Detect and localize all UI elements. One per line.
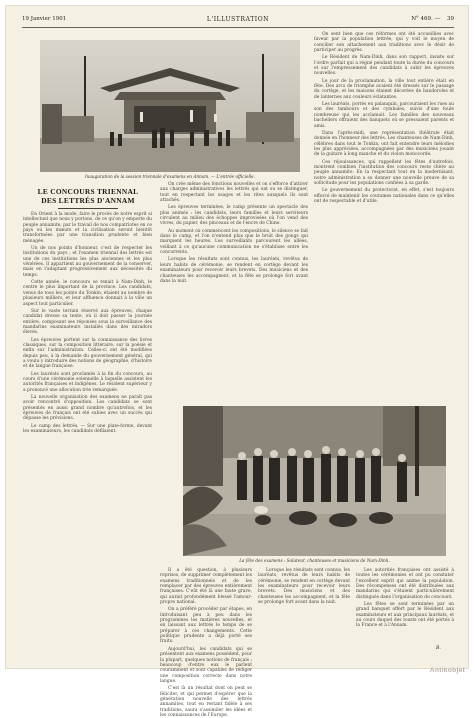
article-headline-line1: LE CONCOURS TRIENNAL (37, 187, 139, 196)
header-date: 19 Janvier 1901 (22, 16, 67, 22)
paragraph: Cette année, le concours se tenait à Nam-Dinh, le centre le plus important de la province. Les candidats, venus de tous les points du Tonkin, étaient au nombre de plusieurs milliers, et leur affluence donnait à la ville un aspect tout particulier. (23, 280, 152, 307)
article-column-5 (258, 568, 350, 652)
paragraph: Le Résident de Nam-Dinh, dans son rapport, insiste sur l'ordre parfait qui a régné pendant toute la durée du concours et sur l'empressement des candidats à subir les épreuves nouvelles. (314, 55, 454, 77)
paragraph: Les lauréats sont proclamés à la fin du concours, au cours d'une cérémonie solennelle à laquelle assistent les autorités françaises et indigènes. Le résident supérieur y a prononcé une allocution très remarquée. (23, 371, 152, 393)
article-column-3 (314, 32, 454, 400)
paragraph: On crée même des fonctions nouvelles et on s'efforce d'attirer aux charges administratives les lettrés qui ont su se distinguer, tout en respectant les usages et les rites auxquels ils sont attachés. (160, 182, 308, 204)
paragraph: Il a été question, à plusieurs reprises, de supprimer complètement les examens traditionnels et de les remplacer par des épreuves entièrement françaises. C'eût été là une faute grave, qui aurait profondément blessé l'amour-propre national. (160, 568, 252, 606)
paragraph: Les épreuves portent sur la connaissance des livres classiques, sur la composition littéraire, sur la poésie et enfin sur l'administration. Celles-ci ont été modifiées depuis peu, à la demande du gouvernement général, qui a voulu y introduire des notions de géographie, d'histoire et de langue française. (23, 337, 152, 370)
article-column-1 (23, 212, 152, 652)
paragraph: Un de nos points d'honneur, c'est de respecter les institutions du pays ; et l'examen triennal des lettrés est une de ces institutions les plus anciennes et les plus vénérées. Il appartient au gouvernement de la conserver, mais en l'adaptant progressivement aux nécessités du temps. (23, 246, 152, 278)
header-page-number: 39 (447, 16, 454, 22)
top-illustration (40, 40, 300, 172)
article-column-6 (356, 568, 454, 646)
paragraph: Sur le vaste terrain réservé aux épreuves, chaque candidat dresse sa tente, où il doit passer la journée entière, composant ses réponses sous la surveillance des mandarins examinateurs installés dans des miradors élevés. (23, 308, 152, 336)
article-signature: B. (436, 646, 441, 651)
paragraph: On sent bien que ces réformes ont été accueillies avec faveur par la population lettrée, qui y voit le moyen de concilier son attachement aux traditions avec le désir de participer au progrès. (314, 32, 454, 54)
paragraph: Lorsque les résultats sont connus, les lauréats, revêtus de leurs habits de cérémonie, se rendent en cortège devant les examinateurs pour recevoir leurs brevets. Des musiciens et des chanteuses les accompagnent, et la fête se prolonge fort avant dans la nuit. (160, 257, 308, 284)
paragraph: Dans l'après-midi, une représentation théâtrale était donnée en l'honneur des lettrés. Les chanteuses de Nam-Dinh, célèbres dans tout le Tonkin, ont fait entendre leurs mélodies les plus appréciées, accompagnées par des musiciens jouant de la guitare à long manche et du violon monocorde. (314, 130, 454, 158)
header-title: L'ILLUSTRATION (206, 16, 270, 23)
paragraph: Le camp des lettrés. — Sur une plate-forme, devant les examinateurs, les candidats défilaient. (23, 423, 152, 435)
paragraph: Les autorités françaises ont assisté à toutes les cérémonies et ont pu constater l'excellent esprit qui anime la population. Des récompenses ont été distribuées aux mandarins qui s'étaient particulièrement distingués dans l'organisation du concours. (356, 568, 454, 600)
paragraph: Le jour de la proclamation, la ville tout entière était en fête. Des arcs de triomphe avaient été dressés sur le passage du cortège, et les maisons étaient décorées de banderoles et de lanternes aux couleurs éclatantes. (314, 78, 454, 100)
paragraph: Au moment où commencent les compositions, le silence se fait dans le camp, et l'on n'entend plus que le bruit des gongs qui marquent les heures. Les surveillants parcourent les allées, veillant à ce qu'aucune communication ne s'établisse entre les concurrents. (160, 228, 308, 256)
page-header (22, 15, 454, 28)
article-column-2 (160, 182, 308, 400)
watermark-logo: Antikobjet (429, 667, 465, 674)
paragraph: Lorsque les résultats sont connus, les lauréats, revêtus de leurs habits de cérémonie, se rendent en cortège devant les examinateurs pour recevoir leurs brevets. Des musiciens et des chanteuses les accompagnent, et la fête se prolonge fort avant dans la nuit. (258, 568, 350, 606)
paragraph: Les fêtes se sont terminées par un grand banquet offert par le Résident aux examinateurs et aux principaux lauréats, et au cours duquel des toasts ont été portés à la France et à l'Annam. (356, 602, 454, 629)
paragraph: Ces réjouissances, qui rappellent les fêtes d'autrefois, montrent combien l'institution des concours reste chère au peuple annamite. En la respectant tout en la modernisant, notre administration a su donner une nouvelle preuve de sa sollicitude pour les populations confiées à sa garde. (314, 159, 454, 186)
paragraph: On a préféré procéder par étapes, en introduisant peu à peu dans les programmes les matières nouvelles, et en laissant aux lettrés le temps de se préparer à ces changements. Cette politique prudente a déjà porté ses fruits. (160, 607, 252, 645)
paragraph: En Orient à la mode, faire le procès de notre esprit si intellectuel que nous y portons, de ce qu'on y emporte du peuple annamite, par le travail de nos compatriotes en ce pays où les mœurs et la civilisation seront bientôt transformées par une transition prudente et bien ménagée. (23, 212, 152, 244)
paragraph: Les lauréats, portés en palanquin, parcouraient les rues au son des tambours et des cymbales, suivis d'une foule nombreuse qui les acclamait. Les familles des nouveaux bacheliers offraient des banquets où se pressaient parents et amis. (314, 102, 454, 129)
paragraph: Les épreuves terminées, le camp présente un spectacle des plus animés : les candidats, leurs familles et leurs serviteurs circulent au milieu des échoppes improvisées où l'on vend des vivres, du papier, des pinceaux et de l'encre de Chine. (160, 205, 308, 227)
headline-rule (58, 208, 118, 209)
bottom-illustration (183, 406, 446, 556)
top-figure-caption: Inauguration de la session triennale d'examens en Annam. — L'entrée officielle. (85, 174, 255, 179)
article-headline-line2: DES LETTRÉS D'ANNAM (41, 196, 135, 205)
article-column-4 (160, 568, 252, 718)
paragraph: C'est là un résultat dont on peut se féliciter, et qui permet d'espérer que la génération nouvelle des lettrés annamites, tout en restant fidèle à ses traditions, saura s'assimiler les idées et les connaissances de l'Europe. (160, 686, 252, 718)
header-issue-number: N° 469. — (411, 16, 440, 22)
paragraph: Aujourd'hui, les candidats qui se présentent aux examens possèdent, pour la plupart, quelques notions de français ; beaucoup d'entre eux le parlent couramment et sont capables de rédiger une composition correcte dans notre langue. (160, 646, 252, 684)
paragraph: La nouvelle organisation des examens ne paraît pas avoir rencontré d'opposition. Les candidats se sont présentés en aussi grand nombre qu'autrefois, et les épreuves de français ont été subies avec un succès qui dépasse les prévisions. (23, 395, 152, 422)
bottom-figure-caption: La fête des examens : Saluteur, chanteuses et musiciens de Nam-Dinh. (239, 558, 390, 563)
paragraph: Le gouvernement du protectorat, en effet, s'est toujours efforcé de maintenir les coutumes nationales dans ce qu'elles ont de respectable et d'utile. (314, 188, 454, 204)
